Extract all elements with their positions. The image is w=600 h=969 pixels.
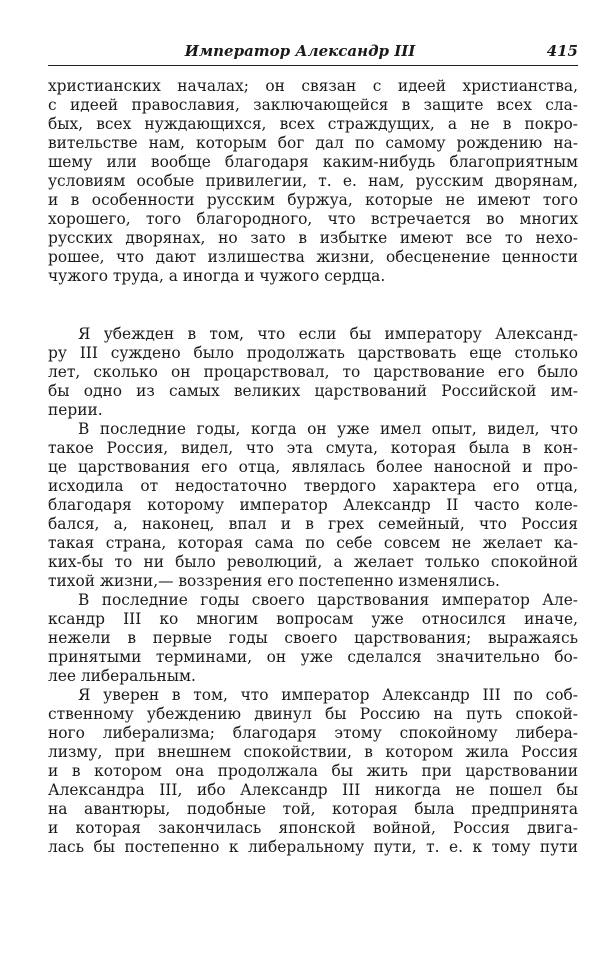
text-line: шему или вообще благодаря каким-нибудь благоприятным [48,153,578,171]
text-line: христианских началах; он связан с идеей христианства, [48,77,578,95]
text-line: и которая закончилась японской войной, Россия двига- [48,819,578,837]
text-line: Александра III, ибо Александр III никогда не пошел бы [48,781,578,799]
text-line: принятыми терминами, он уже сделался значительно бо- [48,648,578,666]
text-line: рошее, что дают излишества жизни, обесценение ценности [48,248,578,266]
text-line: хорошего, того благородного, что встречается во многих [48,210,578,228]
text-line: В последние годы, когда он уже имел опыт, видел, что [78,420,578,438]
text-line: вительстве нам, которым бог дал по самому рождению на- [48,134,578,152]
text-line: и в особенности русским буржуа, которые не имеют того [48,191,578,209]
text-line: лась бы постепенно к либеральному пути, т. е. к тому пути [48,838,578,856]
text-line: ру III суждено было продолжать царствовать еще столько [48,344,578,362]
text-line: бы одно из самых великих царствований Российской им- [48,382,578,400]
text-line: ксандр III ко многим вопросам уже относился иначе, [48,610,578,628]
text-block-continuation [48,77,578,286]
text-line: русских дворянах, но зато в избытке имеют все то нехо- [48,229,578,247]
text-line: с идеей православия, заключающейся в защите всех сла- [48,96,578,114]
page-number: 415 [546,42,578,60]
text-line: условиям особые привилегии, т. е. нам, русским дворянам, [48,172,578,190]
text-block-main [48,325,578,857]
text-line: лее либеральным. [48,667,196,685]
text-line: на авантюры, подобные той, которая была предпринята [48,800,578,818]
text-line: нежели в первые годы своего царствования; выражаясь [48,629,578,647]
text-line: тихой жизни,— воззрения его постепенно изменялись. [48,572,500,590]
header-rule [48,65,578,66]
running-header-title: Император Александр III [184,42,416,60]
text-line: исходила от недостаточно твердого характера его отца, [48,477,578,495]
text-line: ких-бы то ни было революций, а желает только спокойной [48,553,578,571]
text-line: лизму, при внешнем спокойствии, в котором жила Россия [48,743,578,761]
text-line: такое Россия, видел, что эта смута, которая была в кон- [48,439,578,457]
text-line: бых, всех нуждающихся, всех страждущих, а не в покро- [48,115,578,133]
text-line: перии. [48,401,103,419]
text-line: чужого труда, а иногда и чужого сердца. [48,267,386,285]
text-line: Я убежден в том, что если бы императору Александ- [78,325,578,343]
text-line: лет, сколько он процарствовал, то царствование его было [48,363,578,381]
text-line: це царствования его отца, являлась более наносной и про- [48,458,578,476]
text-line: Я уверен в том, что император Александр III по соб- [78,686,578,704]
text-line: В последние годы своего царствования император Але- [78,591,578,609]
text-line: ственному убеждению двинул бы Россию на путь спокой- [48,705,578,723]
text-line: ного либерализма; благодаря этому спокойному либера- [48,724,578,742]
text-line: и в котором она продолжала бы жить при царствовании [48,762,578,780]
text-line: благодаря которому император Александр II часто коле- [48,496,578,514]
text-line: такая страна, которая сама по себе совсем не желает ка- [48,534,578,552]
text-line: бался, а, наконец, впал и в грех семейный, что Россия [48,515,578,533]
